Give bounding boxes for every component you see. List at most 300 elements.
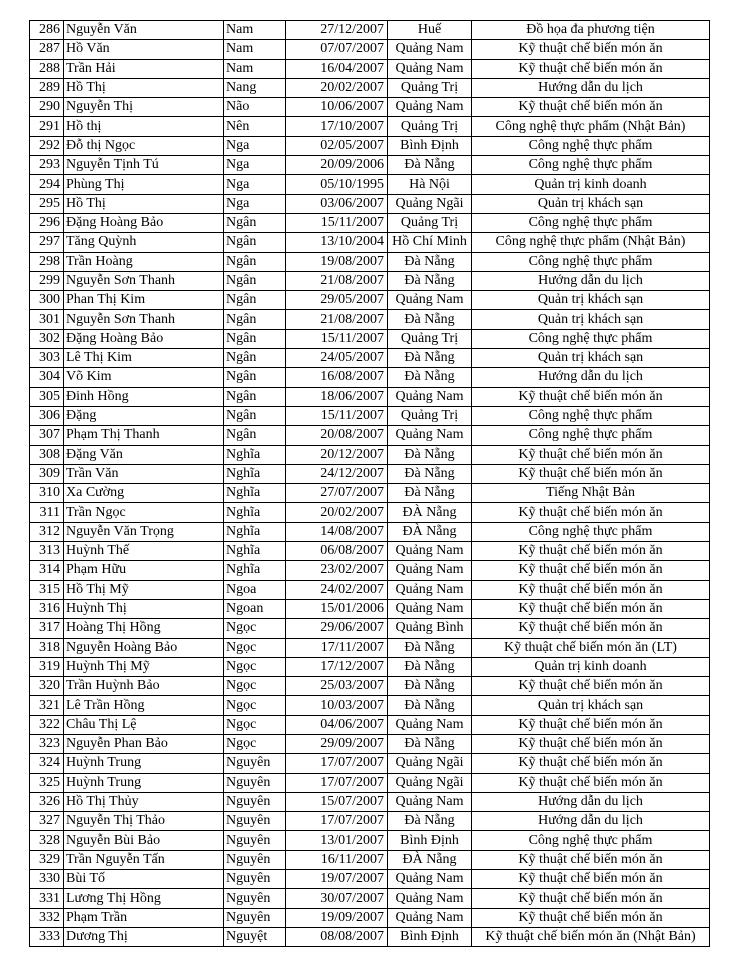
major-cell: Kỹ thuật chế biến món ăn — [472, 870, 710, 889]
birth-date-cell: 25/03/2007 — [286, 677, 388, 696]
last-middle-name-cell: Phạm Thị Thanh — [64, 426, 224, 445]
birth-date-cell: 29/09/2007 — [286, 734, 388, 753]
row-number-cell: 292 — [30, 136, 64, 155]
row-number-cell: 297 — [30, 233, 64, 252]
first-name-cell: Ngân — [224, 329, 286, 348]
major-cell: Kỹ thuật chế biến món ăn — [472, 59, 710, 78]
row-number-cell: 296 — [30, 213, 64, 232]
row-number-cell: 299 — [30, 271, 64, 290]
birth-place-cell: Huế — [388, 21, 472, 40]
row-number-cell: 324 — [30, 754, 64, 773]
major-cell: Kỹ thuật chế biến món ăn — [472, 445, 710, 464]
table-row — [30, 715, 710, 734]
first-name-cell: Nam — [224, 40, 286, 59]
last-middle-name-cell: Xa Cường — [64, 484, 224, 503]
first-name-cell: Ngân — [224, 368, 286, 387]
table-row — [30, 889, 710, 908]
table-row — [30, 638, 710, 657]
last-middle-name-cell: Trần Nguyễn Tấn — [64, 850, 224, 869]
row-number-cell: 312 — [30, 522, 64, 541]
last-middle-name-cell: Đặng Văn — [64, 445, 224, 464]
row-number-cell: 315 — [30, 580, 64, 599]
last-middle-name-cell: Phùng Thị — [64, 175, 224, 194]
birth-date-cell: 24/02/2007 — [286, 580, 388, 599]
first-name-cell: Ngọc — [224, 715, 286, 734]
birth-place-cell: Đà Nẵng — [388, 368, 472, 387]
major-cell: Kỹ thuật chế biến món ăn — [472, 464, 710, 483]
birth-date-cell: 06/08/2007 — [286, 542, 388, 561]
birth-date-cell: 17/07/2007 — [286, 773, 388, 792]
first-name-cell: Nghĩa — [224, 445, 286, 464]
major-cell: Kỹ thuật chế biến món ăn — [472, 542, 710, 561]
row-number-cell: 332 — [30, 908, 64, 927]
table-row — [30, 696, 710, 715]
major-cell: Kỹ thuật chế biến món ăn — [472, 561, 710, 580]
table-row — [30, 175, 710, 194]
major-cell: Quản trị kinh doanh — [472, 175, 710, 194]
row-number-cell: 293 — [30, 156, 64, 175]
table-row — [30, 98, 710, 117]
first-name-cell: Ngân — [224, 233, 286, 252]
first-name-cell: Nghĩa — [224, 484, 286, 503]
birth-date-cell: 15/01/2006 — [286, 599, 388, 618]
last-middle-name-cell: Trần Hoàng — [64, 252, 224, 271]
first-name-cell: Ngân — [224, 349, 286, 368]
table-row — [30, 233, 710, 252]
major-cell: Hướng dẫn du lịch — [472, 78, 710, 97]
first-name-cell: Não — [224, 98, 286, 117]
first-name-cell: Ngân — [224, 387, 286, 406]
row-number-cell: 303 — [30, 349, 64, 368]
birth-place-cell: Quảng Nam — [388, 889, 472, 908]
last-middle-name-cell: Bùi Tố — [64, 870, 224, 889]
last-middle-name-cell: Lê Trần Hồng — [64, 696, 224, 715]
major-cell: Kỹ thuật chế biến món ăn — [472, 908, 710, 927]
table-row — [30, 194, 710, 213]
first-name-cell: Nga — [224, 156, 286, 175]
last-middle-name-cell: Lê Thị Kim — [64, 349, 224, 368]
table-row — [30, 156, 710, 175]
last-middle-name-cell: Huỳnh Thế — [64, 542, 224, 561]
major-cell: Công nghệ thực phẩm — [472, 252, 710, 271]
last-middle-name-cell: Đặng Hoàng Bảo — [64, 213, 224, 232]
last-middle-name-cell: Lương Thị Hồng — [64, 889, 224, 908]
table-row — [30, 773, 710, 792]
first-name-cell: Nguyên — [224, 870, 286, 889]
major-cell: Kỹ thuật chế biến món ăn — [472, 715, 710, 734]
first-name-cell: Ngân — [224, 291, 286, 310]
major-cell: Quản trị khách sạn — [472, 696, 710, 715]
last-middle-name-cell: Trần Ngọc — [64, 503, 224, 522]
birth-place-cell: Quảng Nam — [388, 792, 472, 811]
row-number-cell: 308 — [30, 445, 64, 464]
last-middle-name-cell: Nguyễn Sơn Thanh — [64, 271, 224, 290]
major-cell: Công nghệ thực phẩm — [472, 329, 710, 348]
row-number-cell: 291 — [30, 117, 64, 136]
birth-place-cell: Quảng Nam — [388, 580, 472, 599]
major-cell: Kỹ thuật chế biến món ăn — [472, 503, 710, 522]
row-number-cell: 310 — [30, 484, 64, 503]
first-name-cell: Nên — [224, 117, 286, 136]
major-cell: Công nghệ thực phẩm — [472, 426, 710, 445]
last-middle-name-cell: Dương Thị — [64, 927, 224, 946]
birth-date-cell: 13/01/2007 — [286, 831, 388, 850]
table-row — [30, 387, 710, 406]
last-middle-name-cell: Hồ thị — [64, 117, 224, 136]
first-name-cell: Nga — [224, 175, 286, 194]
birth-place-cell: Đà Nẵng — [388, 252, 472, 271]
last-middle-name-cell: Phan Thị Kim — [64, 291, 224, 310]
first-name-cell: Nghĩa — [224, 503, 286, 522]
first-name-cell: Nang — [224, 78, 286, 97]
birth-place-cell: Đà Nẵng — [388, 677, 472, 696]
table-row — [30, 561, 710, 580]
last-middle-name-cell: Trần Văn — [64, 464, 224, 483]
birth-place-cell: Bình Định — [388, 831, 472, 850]
first-name-cell: Ngọc — [224, 734, 286, 753]
row-number-cell: 318 — [30, 638, 64, 657]
row-number-cell: 323 — [30, 734, 64, 753]
birth-place-cell: Quảng Trị — [388, 213, 472, 232]
first-name-cell: Nam — [224, 59, 286, 78]
table-row — [30, 908, 710, 927]
row-number-cell: 306 — [30, 406, 64, 425]
birth-place-cell: Bình Định — [388, 136, 472, 155]
table-row — [30, 136, 710, 155]
row-number-cell: 329 — [30, 850, 64, 869]
birth-date-cell: 04/06/2007 — [286, 715, 388, 734]
birth-date-cell: 27/07/2007 — [286, 484, 388, 503]
row-number-cell: 330 — [30, 870, 64, 889]
birth-date-cell: 05/10/1995 — [286, 175, 388, 194]
table-row — [30, 426, 710, 445]
last-middle-name-cell: Huỳnh Trung — [64, 754, 224, 773]
table-row — [30, 445, 710, 464]
major-cell: Công nghệ thực phẩm (Nhật Bản) — [472, 233, 710, 252]
birth-date-cell: 19/08/2007 — [286, 252, 388, 271]
table-row — [30, 754, 710, 773]
birth-date-cell: 27/12/2007 — [286, 21, 388, 40]
table-row — [30, 677, 710, 696]
major-cell: Kỹ thuật chế biến món ăn — [472, 599, 710, 618]
birth-place-cell: Quảng Trị — [388, 78, 472, 97]
first-name-cell: Ngoan — [224, 599, 286, 618]
birth-place-cell: Quảng Nam — [388, 870, 472, 889]
major-cell: Quản trị khách sạn — [472, 310, 710, 329]
birth-place-cell: Đà Nẵng — [388, 156, 472, 175]
major-cell: Kỹ thuật chế biến món ăn — [472, 387, 710, 406]
table-row — [30, 503, 710, 522]
table-row — [30, 522, 710, 541]
last-middle-name-cell: Đặng Hoàng Bảo — [64, 329, 224, 348]
table-row — [30, 59, 710, 78]
birth-place-cell: Đà Nẵng — [388, 484, 472, 503]
table-row — [30, 40, 710, 59]
last-middle-name-cell: Phạm Trần — [64, 908, 224, 927]
birth-date-cell: 08/08/2007 — [286, 927, 388, 946]
birth-date-cell: 19/07/2007 — [286, 870, 388, 889]
major-cell: Quản trị khách sạn — [472, 194, 710, 213]
birth-date-cell: 19/09/2007 — [286, 908, 388, 927]
last-middle-name-cell: Nguyễn Văn Trọng — [64, 522, 224, 541]
table-row — [30, 213, 710, 232]
major-cell: Công nghệ thực phẩm — [472, 213, 710, 232]
birth-date-cell: 24/05/2007 — [286, 349, 388, 368]
birth-place-cell: Hà Nội — [388, 175, 472, 194]
birth-place-cell: Đà Nẵng — [388, 310, 472, 329]
birth-date-cell: 20/12/2007 — [286, 445, 388, 464]
first-name-cell: Ngân — [224, 252, 286, 271]
birth-place-cell: Quảng Nam — [388, 599, 472, 618]
row-number-cell: 322 — [30, 715, 64, 734]
last-middle-name-cell: Nguyễn Hoàng Bảo — [64, 638, 224, 657]
first-name-cell: Ngọc — [224, 619, 286, 638]
birth-date-cell: 20/02/2007 — [286, 503, 388, 522]
major-cell: Kỹ thuật chế biến món ăn — [472, 40, 710, 59]
first-name-cell: Nguyên — [224, 754, 286, 773]
last-middle-name-cell: Hồ Văn — [64, 40, 224, 59]
birth-place-cell: Quảng Nam — [388, 40, 472, 59]
last-middle-name-cell: Trần Huỳnh Bảo — [64, 677, 224, 696]
last-middle-name-cell: Nguyễn Sơn Thanh — [64, 310, 224, 329]
last-middle-name-cell: Hồ Thị Mỹ — [64, 580, 224, 599]
row-number-cell: 288 — [30, 59, 64, 78]
last-middle-name-cell: Hồ Thị — [64, 194, 224, 213]
first-name-cell: Nga — [224, 136, 286, 155]
major-cell: Quản trị kinh doanh — [472, 657, 710, 676]
birth-date-cell: 24/12/2007 — [286, 464, 388, 483]
major-cell: Công nghệ thực phẩm — [472, 156, 710, 175]
birth-place-cell: ĐÀ Nẵng — [388, 850, 472, 869]
row-number-cell: 319 — [30, 657, 64, 676]
birth-place-cell: Đà Nẵng — [388, 464, 472, 483]
table-row — [30, 117, 710, 136]
last-middle-name-cell: Châu Thị Lệ — [64, 715, 224, 734]
first-name-cell: Ngân — [224, 310, 286, 329]
student-table — [29, 20, 710, 947]
birth-place-cell: Đà Nẵng — [388, 657, 472, 676]
birth-date-cell: 21/08/2007 — [286, 310, 388, 329]
row-number-cell: 301 — [30, 310, 64, 329]
birth-date-cell: 15/11/2007 — [286, 406, 388, 425]
birth-date-cell: 17/10/2007 — [286, 117, 388, 136]
last-middle-name-cell: Nguyễn Phan Bảo — [64, 734, 224, 753]
major-cell: Kỹ thuật chế biến món ăn (LT) — [472, 638, 710, 657]
birth-date-cell: 15/11/2007 — [286, 213, 388, 232]
birth-place-cell: Quảng Nam — [388, 715, 472, 734]
row-number-cell: 298 — [30, 252, 64, 271]
birth-place-cell: Đà Nẵng — [388, 734, 472, 753]
table-row — [30, 580, 710, 599]
major-cell: Kỹ thuật chế biến món ăn — [472, 850, 710, 869]
row-number-cell: 314 — [30, 561, 64, 580]
birth-date-cell: 10/03/2007 — [286, 696, 388, 715]
table-row — [30, 464, 710, 483]
last-middle-name-cell: Phạm Hữu — [64, 561, 224, 580]
birth-date-cell: 17/07/2007 — [286, 754, 388, 773]
row-number-cell: 300 — [30, 291, 64, 310]
birth-date-cell: 17/11/2007 — [286, 638, 388, 657]
table-row — [30, 599, 710, 618]
table-row — [30, 870, 710, 889]
first-name-cell: Ngọc — [224, 677, 286, 696]
first-name-cell: Nghĩa — [224, 542, 286, 561]
major-cell: Công nghệ thực phẩm — [472, 406, 710, 425]
table-row — [30, 734, 710, 753]
last-middle-name-cell: Hồ Thị — [64, 78, 224, 97]
table-row — [30, 368, 710, 387]
birth-place-cell: ĐÀ Nẵng — [388, 503, 472, 522]
birth-place-cell: Quảng Ngãi — [388, 773, 472, 792]
table-row — [30, 927, 710, 946]
row-number-cell: 295 — [30, 194, 64, 213]
birth-date-cell: 17/12/2007 — [286, 657, 388, 676]
major-cell: Kỹ thuật chế biến món ăn — [472, 773, 710, 792]
last-middle-name-cell: Đinh Hồng — [64, 387, 224, 406]
major-cell: Tiếng Nhật Bản — [472, 484, 710, 503]
birth-place-cell: Quảng Bình — [388, 619, 472, 638]
table-row — [30, 291, 710, 310]
row-number-cell: 320 — [30, 677, 64, 696]
table-row — [30, 21, 710, 40]
first-name-cell: Ngọc — [224, 638, 286, 657]
birth-date-cell: 21/08/2007 — [286, 271, 388, 290]
first-name-cell: Ngân — [224, 213, 286, 232]
birth-date-cell: 07/07/2007 — [286, 40, 388, 59]
first-name-cell: Ngoa — [224, 580, 286, 599]
major-cell: Quản trị khách sạn — [472, 291, 710, 310]
row-number-cell: 286 — [30, 21, 64, 40]
major-cell: Hướng dẫn du lịch — [472, 271, 710, 290]
birth-date-cell: 29/05/2007 — [286, 291, 388, 310]
first-name-cell: Nguyên — [224, 792, 286, 811]
last-middle-name-cell: Huỳnh Trung — [64, 773, 224, 792]
birth-date-cell: 03/06/2007 — [286, 194, 388, 213]
first-name-cell: Nghĩa — [224, 561, 286, 580]
birth-place-cell: Quảng Nam — [388, 98, 472, 117]
row-number-cell: 326 — [30, 792, 64, 811]
major-cell: Kỹ thuật chế biến món ăn — [472, 677, 710, 696]
last-middle-name-cell: Võ Kim — [64, 368, 224, 387]
table-row — [30, 271, 710, 290]
row-number-cell: 309 — [30, 464, 64, 483]
table-row — [30, 310, 710, 329]
major-cell: Công nghệ thực phẩm — [472, 522, 710, 541]
row-number-cell: 305 — [30, 387, 64, 406]
table-row — [30, 812, 710, 831]
row-number-cell: 325 — [30, 773, 64, 792]
birth-date-cell: 15/07/2007 — [286, 792, 388, 811]
row-number-cell: 321 — [30, 696, 64, 715]
row-number-cell: 287 — [30, 40, 64, 59]
first-name-cell: Nghĩa — [224, 464, 286, 483]
first-name-cell: Ngọc — [224, 696, 286, 715]
birth-date-cell: 17/07/2007 — [286, 812, 388, 831]
birth-place-cell: Quảng Ngãi — [388, 194, 472, 213]
birth-date-cell: 20/08/2007 — [286, 426, 388, 445]
first-name-cell: Nguyên — [224, 850, 286, 869]
birth-date-cell: 20/02/2007 — [286, 78, 388, 97]
table-row — [30, 78, 710, 97]
birth-place-cell: Đà Nẵng — [388, 638, 472, 657]
row-number-cell: 302 — [30, 329, 64, 348]
major-cell: Kỹ thuật chế biến món ăn — [472, 889, 710, 908]
table-row — [30, 850, 710, 869]
table-row — [30, 657, 710, 676]
major-cell: Kỹ thuật chế biến món ăn — [472, 754, 710, 773]
birth-place-cell: Quảng Nam — [388, 908, 472, 927]
first-name-cell: Nguyên — [224, 812, 286, 831]
birth-place-cell: Quảng Ngãi — [388, 754, 472, 773]
first-name-cell: Ngân — [224, 271, 286, 290]
birth-date-cell: 20/09/2006 — [286, 156, 388, 175]
row-number-cell: 328 — [30, 831, 64, 850]
birth-date-cell: 29/06/2007 — [286, 619, 388, 638]
first-name-cell: Nghĩa — [224, 522, 286, 541]
birth-place-cell: ĐÀ Nẵng — [388, 522, 472, 541]
birth-date-cell: 16/04/2007 — [286, 59, 388, 78]
last-middle-name-cell: Huỳnh Thị — [64, 599, 224, 618]
birth-place-cell: Quảng Nam — [388, 561, 472, 580]
major-cell: Kỹ thuật chế biến món ăn — [472, 619, 710, 638]
first-name-cell: Nam — [224, 21, 286, 40]
last-middle-name-cell: Hồ Thị Thủy — [64, 792, 224, 811]
last-middle-name-cell: Hoàng Thị Hồng — [64, 619, 224, 638]
first-name-cell: Nguyệt — [224, 927, 286, 946]
row-number-cell: 307 — [30, 426, 64, 445]
major-cell: Công nghệ thực phẩm — [472, 831, 710, 850]
birth-place-cell: Quảng Trị — [388, 329, 472, 348]
major-cell: Quản trị khách sạn — [472, 349, 710, 368]
row-number-cell: 311 — [30, 503, 64, 522]
birth-date-cell: 16/08/2007 — [286, 368, 388, 387]
student-table-body — [30, 21, 710, 947]
birth-date-cell: 14/08/2007 — [286, 522, 388, 541]
birth-place-cell: Quảng Nam — [388, 59, 472, 78]
last-middle-name-cell: Nguyễn Bùi Bảo — [64, 831, 224, 850]
table-row — [30, 619, 710, 638]
birth-place-cell: Hồ Chí Minh — [388, 233, 472, 252]
table-row — [30, 542, 710, 561]
first-name-cell: Ngọc — [224, 657, 286, 676]
row-number-cell: 294 — [30, 175, 64, 194]
major-cell: Công nghệ thực phẩm — [472, 136, 710, 155]
major-cell: Hướng dẫn du lịch — [472, 792, 710, 811]
row-number-cell: 304 — [30, 368, 64, 387]
last-middle-name-cell: Đặng — [64, 406, 224, 425]
birth-place-cell: Đà Nẵng — [388, 812, 472, 831]
birth-date-cell: 13/10/2004 — [286, 233, 388, 252]
birth-place-cell: Quảng Nam — [388, 387, 472, 406]
table-row — [30, 349, 710, 368]
birth-place-cell: Đà Nẵng — [388, 271, 472, 290]
birth-date-cell: 18/06/2007 — [286, 387, 388, 406]
major-cell: Hướng dẫn du lịch — [472, 368, 710, 387]
first-name-cell: Nguyên — [224, 908, 286, 927]
table-row — [30, 484, 710, 503]
birth-place-cell: Quảng Trị — [388, 117, 472, 136]
major-cell: Kỹ thuật chế biến món ăn — [472, 580, 710, 599]
last-middle-name-cell: Nguyễn Văn — [64, 21, 224, 40]
birth-place-cell: Quảng Nam — [388, 542, 472, 561]
table-row — [30, 406, 710, 425]
major-cell: Công nghệ thực phẩm (Nhật Bản) — [472, 117, 710, 136]
table-row — [30, 831, 710, 850]
first-name-cell: Nguyên — [224, 889, 286, 908]
birth-date-cell: 10/06/2007 — [286, 98, 388, 117]
major-cell: Kỹ thuật chế biến món ăn — [472, 734, 710, 753]
birth-date-cell: 30/07/2007 — [286, 889, 388, 908]
